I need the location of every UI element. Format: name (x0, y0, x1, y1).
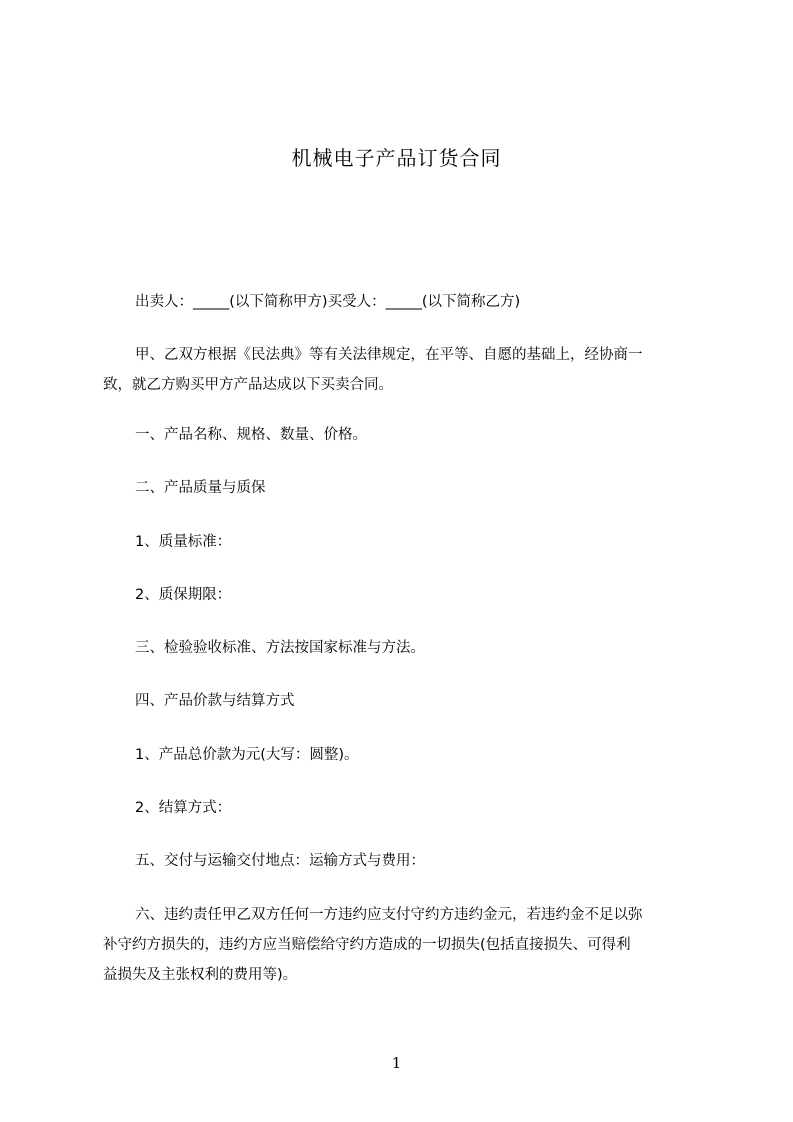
page-number: 1 (391, 1054, 402, 1072)
section-4-heading: 四、产品价款与结算方式 (135, 693, 295, 709)
document-title: 机械电子产品订货合同 (291, 146, 502, 170)
section-6-line-3: 益损失及主张权利的费用等)。 (103, 967, 298, 983)
section-4-item-2: 2、结算方式： (135, 800, 232, 816)
preamble-line-2: 致，就乙方购买甲方产品达成以下买卖合同。 (103, 377, 393, 393)
section-3-heading: 三、检验验收标准、方法按国家标准与方法。 (135, 640, 425, 656)
preamble-paragraph (103, 340, 703, 400)
section-2-heading: 二、产品质量与质保 (135, 480, 266, 496)
parties-line: 出卖人：_____(以下简称甲方)买受人：_____(以下简称乙方) (135, 294, 521, 310)
section-5-heading: 五、交付与运输交付地点：运输方式与费用： (135, 853, 425, 869)
section-4-item-1: 1、产品总价款为元(大写：圆整)。 (135, 747, 359, 763)
section-6-paragraph (103, 900, 703, 990)
preamble-line-1: 甲、乙双方根据《民法典》等有关法律规定，在平等、自愿的基础上，经协商一 (135, 347, 643, 363)
section-6-line-1: 六、违约责任甲乙双方任何一方违约应支付守约方违约金元，若违约金不足以弥 (135, 907, 643, 923)
section-6-line-2: 补守约方损失的，违约方应当赔偿给守约方造成的一切损失(包括直接损失、可得利 (103, 937, 631, 953)
section-2-item-2: 2、质保期限： (135, 587, 232, 603)
section-1-heading: 一、产品名称、规格、数量、价格。 (135, 427, 367, 443)
section-2-item-1: 1、质量标准： (135, 534, 232, 550)
